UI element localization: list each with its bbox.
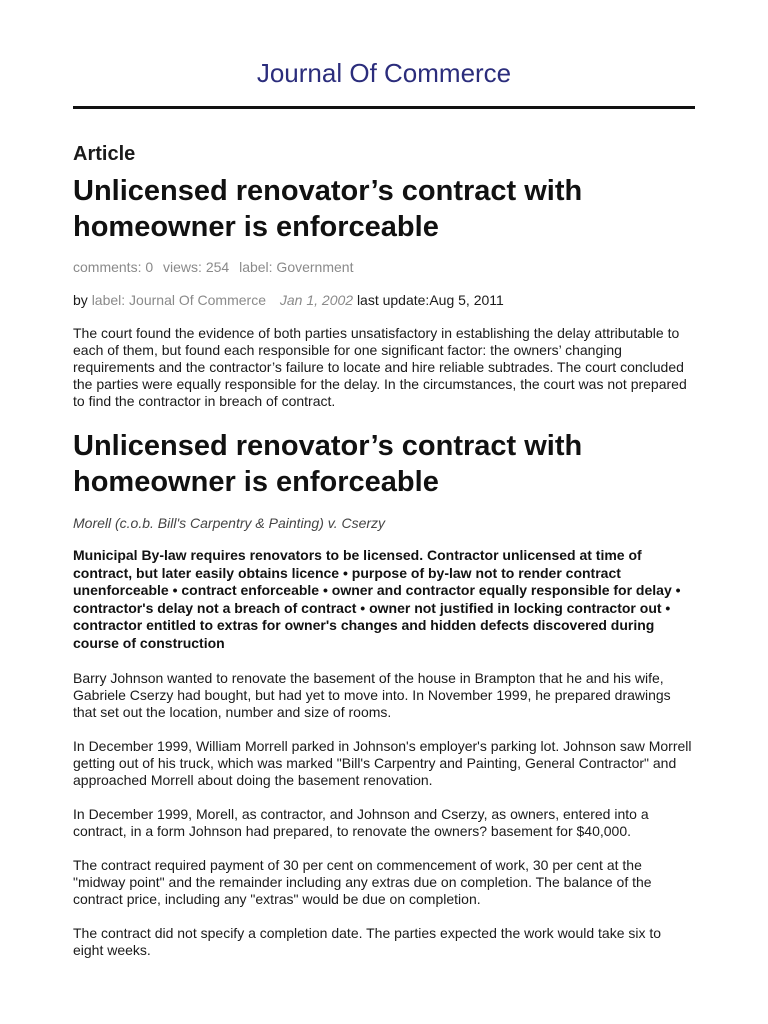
article-subtitle: Unlicensed renovator’s contract with homeowner is enforceable <box>73 430 583 498</box>
article-meta <box>73 259 359 275</box>
byline <box>73 292 504 308</box>
case-name: Morell (c.o.b. Bill's Carpentry & Painting) v. Cserzy <box>73 515 386 531</box>
site-title-link[interactable]: Journal Of Commerce <box>256 58 512 88</box>
body-paragraph: In December 1999, William Morrell parked in Johnson's employer's parking lot. Johnson saw Morrell getting out of his truck, which was marked "Bill's Carpentry and Painting, General Contractor" and approached Morrell about doing the basement renovation. <box>73 738 692 788</box>
publish-date: Jan 1, 2002 <box>279 292 354 308</box>
views-count: views: 254 <box>163 259 230 275</box>
body-paragraph: The contract required payment of 30 per cent on commencement of work, 30 per cent at the "midway point" and the remainder including any extras due on completion. The balance of the contract price, including any "extras" would be due on completion. <box>73 857 652 907</box>
body-paragraph: In December 1999, Morell, as contractor, and Johnson and Cserzy, as owners, entered into a contract, in a form Johnson had prepared, to renovate the owners? basement for $40,000. <box>73 806 649 839</box>
body-paragraph: Barry Johnson wanted to renovate the basement of the house in Brampton that he and his wife, Gabriele Cserzy had bought, but had yet to move into. In November 1999, he prepared drawings that set out the location, number and size of rooms. <box>73 670 671 720</box>
intro-paragraph: The court found the evidence of both parties unsatisfactory in establishing the delay attributable to each of them, but found each responsible for one significant factor: the owners’ changing requirements and the contractor’s failure to locate and hire reliable subtrades. The court concluded the parties were equally responsible for the delay. In the circumstances, the court was not prepared to find the contractor in breach of contract. <box>73 325 687 409</box>
case-summary: Municipal By-law requires renovators to be licensed. Contractor unlicensed at time of contract, but later easily obtains licence • purpose of by-law not to render contract unenforceable • contract enforceable • owner and contractor equally responsible for delay • contractor's delay not a breach of contract • owner not justified in locking contractor out • contractor entitled to extras for owner's changes and hidden defects discovered during course of construction <box>73 547 681 651</box>
header-divider <box>73 106 695 109</box>
content-type-label: Article <box>73 143 136 165</box>
author-label-link[interactable]: label: Journal Of Commerce <box>91 292 266 308</box>
body-paragraph: The contract did not specify a completion date. The parties expected the work would take six to eight weeks. <box>73 925 662 958</box>
byline-prefix: by <box>73 292 88 308</box>
article-title: Unlicensed renovator’s contract with homeowner is enforceable <box>73 175 583 243</box>
category-label-link[interactable]: label: Government <box>239 259 354 275</box>
last-update: last update:Aug 5, 2011 <box>356 292 504 308</box>
comments-count[interactable]: comments: 0 <box>73 259 154 275</box>
